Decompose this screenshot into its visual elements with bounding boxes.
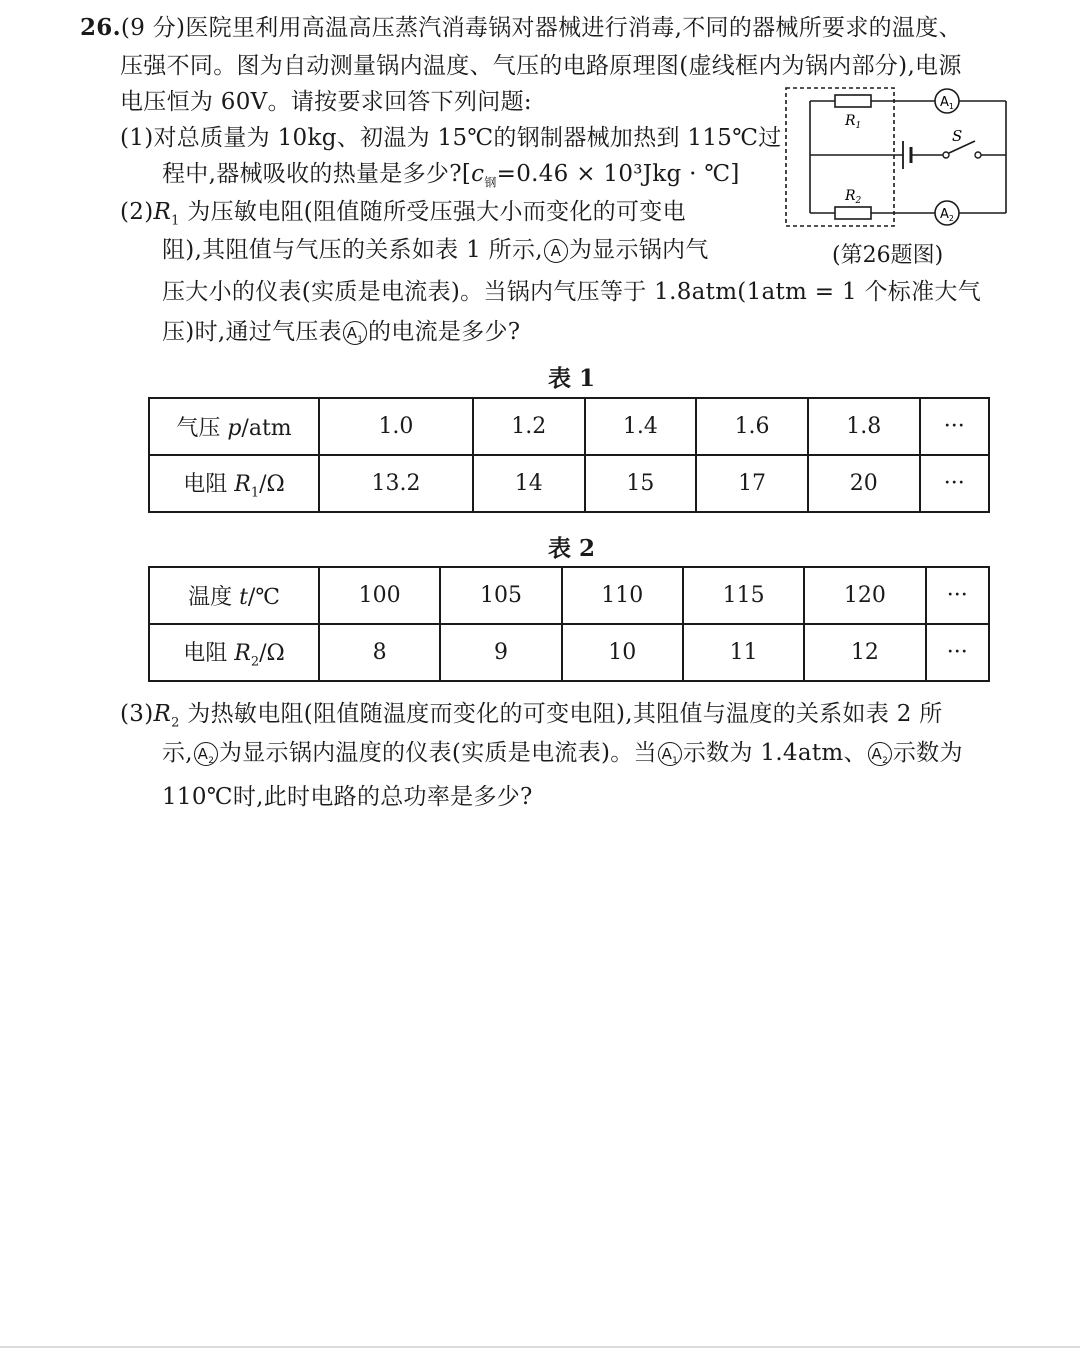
- table-2: [148, 566, 990, 682]
- table-cell: 9: [440, 624, 561, 681]
- part2-line-1: $(2)R_1$ 为压敏电阻(阻值随所受压强大小而变化的可变电: [120, 199, 686, 229]
- ammeter-a1-symbol: $A_1$: [658, 742, 682, 766]
- question-points: (9 分): [120, 15, 186, 41]
- table-cell: ···: [920, 398, 989, 455]
- part1-line-1: (1)对总质量为 10kg、初温为 15℃的钢制器械加热到 115℃过: [120, 125, 782, 151]
- table-cell: ···: [926, 567, 989, 624]
- part3-line-1: $(3)R_2$ 为热敏电阻(阻值随温度而变化的可变电阻),其阻值与温度的关系如表 2 所: [120, 701, 943, 731]
- table-cell: 14: [473, 455, 585, 512]
- table-cell: 17: [696, 455, 808, 512]
- resistor-r2: [835, 207, 871, 219]
- table-cell: 110: [562, 567, 683, 624]
- ammeter-a2-symbol: $A_2$: [868, 742, 892, 766]
- question-line-2: 压强不同。图为自动测量锅内温度、气压的电路原理图(虚线框内为锅内部分),电源: [120, 53, 962, 79]
- table-cell: ···: [926, 624, 989, 681]
- part2-line-2: 阻),其阻值与气压的关系如表 1 所示, A 为显示锅内气: [162, 237, 709, 263]
- table-1: [148, 397, 990, 513]
- pot-dashed-box: [786, 88, 894, 226]
- figure-caption: (第26题图): [832, 243, 944, 268]
- table-cell: 1.2: [473, 398, 585, 455]
- table-row: [149, 624, 989, 681]
- page-bottom-edge: [0, 1346, 1080, 1348]
- ammeter-a1-label: $A_1$: [940, 95, 954, 111]
- ammeter-a2-label: $A_2$: [940, 207, 954, 223]
- r2-label: $R_2$: [845, 188, 862, 206]
- table-cell: 1.6: [696, 398, 808, 455]
- table-cell: 15: [585, 455, 697, 512]
- part2-line-4: 压)时,通过气压表 $A_1$ 的电流是多少?: [162, 319, 521, 345]
- table-header-cell: 电阻 $R_1/\Omega$: [149, 455, 319, 512]
- ammeter-a2-symbol: $A_2$: [194, 742, 218, 766]
- table-cell: 100: [319, 567, 440, 624]
- table-cell: 115: [683, 567, 804, 624]
- resistor-r1: [835, 95, 871, 107]
- table-cell: 1.4: [585, 398, 697, 455]
- switch-label: S: [952, 127, 963, 145]
- question-line-1: 26.(9 分)医院里利用高温高压蒸汽消毒锅对器械进行消毒,不同的器械所要求的温度、: [80, 14, 962, 41]
- table-cell: 13.2: [319, 455, 473, 512]
- part3-line-3: 110℃时,此时电路的总功率是多少?: [162, 784, 533, 810]
- table-cell: 10: [562, 624, 683, 681]
- question-line-3: 电压恒为 60V。请按要求回答下列问题:: [120, 89, 532, 115]
- table-header-cell: 电阻 $R_2/\Omega$: [149, 624, 319, 681]
- table-cell: 1.0: [319, 398, 473, 455]
- r1-label: $R_1$: [845, 113, 862, 131]
- table-cell: 105: [440, 567, 561, 624]
- table2-caption: 表 2: [548, 535, 596, 562]
- ammeter-a1-symbol: $A_1$: [343, 321, 367, 345]
- table-cell: 20: [808, 455, 920, 512]
- table-cell: 11: [683, 624, 804, 681]
- table-row: [149, 567, 989, 624]
- ammeter-symbol: A: [544, 239, 568, 263]
- part2-line-3: 压大小的仪表(实质是电流表)。当锅内气压等于 1.8atm(1atm = 1 个标准大气: [162, 279, 982, 305]
- table-cell: 8: [319, 624, 440, 681]
- table-header-cell: 温度 t/℃: [149, 567, 319, 624]
- table-cell: 120: [804, 567, 925, 624]
- table-cell: 1.8: [808, 398, 920, 455]
- question-number: 26.: [80, 14, 121, 41]
- table-header-cell: 气压 p/atm: [149, 398, 319, 455]
- part1-line-2: 程中,器械吸收的热量是多少$?[c_钢=0.46 \times 10^3Jkg$ · ℃]: [162, 161, 740, 190]
- table-row: [149, 398, 989, 455]
- table-cell: ···: [920, 455, 989, 512]
- part3-line-2: 示, $A_2$ 为显示锅内温度的仪表(实质是电流表)。当 $A_1$ 示数为 1.4atm、 $A_2$ 示数为: [162, 740, 963, 766]
- table-cell: 12: [804, 624, 925, 681]
- table1-caption: 表 1: [548, 365, 596, 392]
- table-row: [149, 455, 989, 512]
- circuit-diagram: [780, 85, 1010, 235]
